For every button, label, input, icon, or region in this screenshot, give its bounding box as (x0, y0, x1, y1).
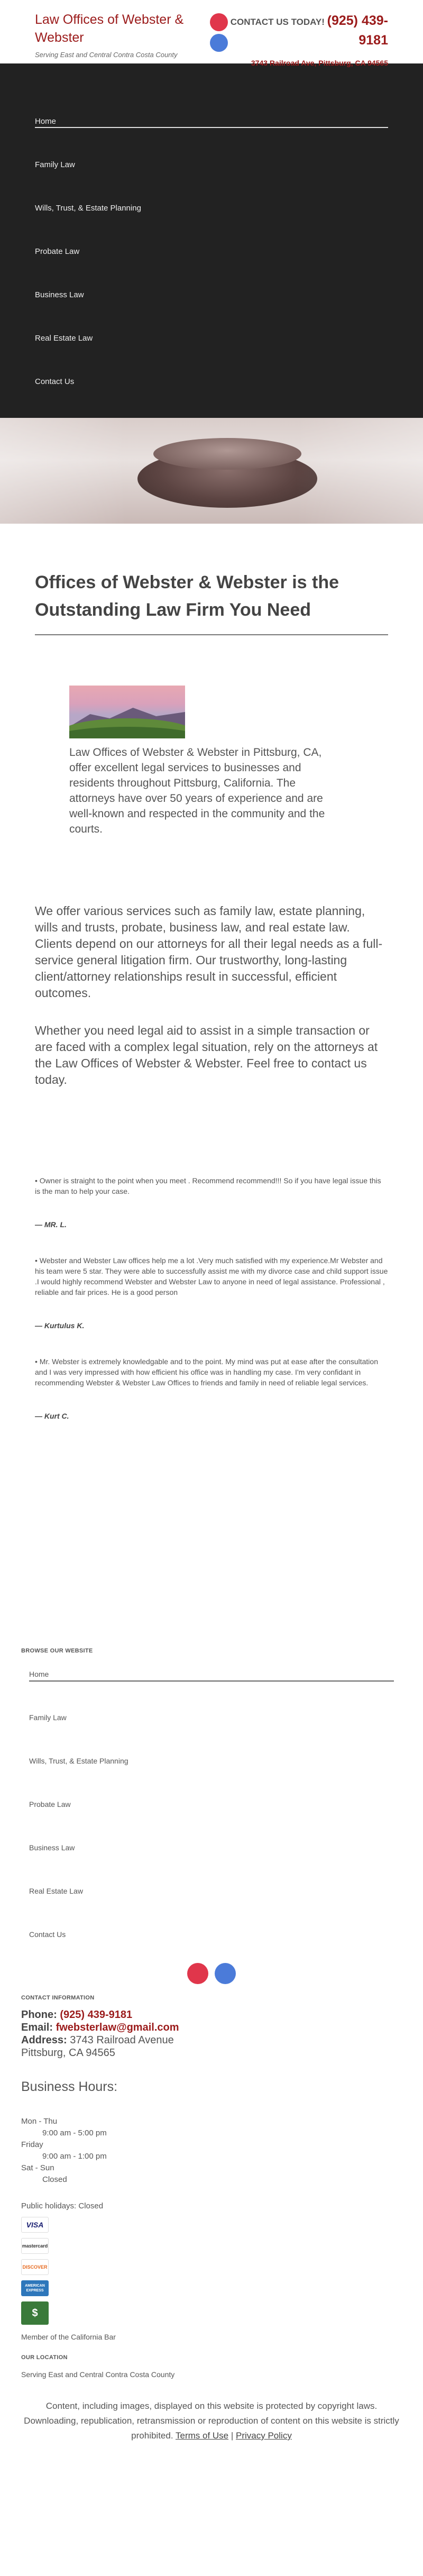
contact-info-heading: CONTACT INFORMATION (21, 1995, 95, 2001)
contact-paragraph: Whether you need legal aid to assist in a simple transaction or are faced with a complex legal situation, rely on the attorneys at the Law Offices of Webster & Webster. Feel free to contact us today. (35, 1024, 378, 1086)
footer-nav (21, 1670, 402, 1974)
contact-info (21, 2008, 402, 2059)
testimonials (35, 1175, 388, 1420)
email-line (21, 2021, 402, 2034)
services-paragraph: We offer various services such as family law, estate planning, wills and trusts, probate, business law, and real estate law. Clients depend on our attorneys for all their legal needs as a full-service general litigation firm. Our trustworthy, long-lasting client/attorney relationships result in successful, efficient outcomes. (35, 904, 383, 1000)
amex-icon: AMERICAN EXPRESS (21, 2280, 49, 2296)
header-contact-line (208, 12, 388, 51)
hero-image (0, 418, 423, 524)
hours-day: Sat - Sun (21, 2163, 54, 2172)
nav-item-family-law[interactable]: Family Law (35, 160, 75, 169)
cash-icon: $ (21, 2301, 49, 2325)
testimonial-text: • Mr. Webster is extremely knowledgable and to the point. My mind was put at ease after the consultation and I was very impressed with how efficient his office was in handling my case. I'm very confidant in recommending Webster & Webster Law Offices to friends and family in need of reliable legal services. (35, 1356, 388, 1388)
testimonial-text: • Webster and Webster Law offices help me a lot .Very much satisfied with my experience.Mr Webster and his team were 5 star. They were able to successfully assist me with my divorce case and child support issue .I would highly recommend Webster and Webster Law to anyone in need of legal assistance. Professional , reliable and fair prices. He is a good person (35, 1255, 388, 1298)
hours-time: Closed (42, 2175, 67, 2184)
hero-overlay (0, 418, 423, 524)
address-label: Address: (21, 2034, 67, 2046)
landscape-image (69, 686, 185, 738)
brand (35, 11, 194, 59)
nav-item-real-estate-law[interactable]: Real Estate Law (35, 334, 93, 343)
location-heading: OUR LOCATION (21, 2354, 68, 2361)
hours-time: 9:00 am - 5:00 pm (42, 2129, 107, 2137)
main-content (0, 569, 423, 1420)
holidays-note: Public holidays: Closed (21, 2202, 104, 2210)
hill-shape-front (69, 727, 185, 738)
footer-nav-business-law[interactable]: Business Law (29, 1843, 75, 1852)
footer-email-link[interactable]: fwebsterlaw@gmail.com (56, 2022, 179, 2033)
hours-day: Mon - Thu (21, 2117, 58, 2126)
business-hours-heading: Business Hours: (21, 2079, 118, 2094)
address-line (21, 2034, 402, 2047)
header-phone-link[interactable]: (925) 439-9181 (327, 13, 388, 48)
nav-item-business-law[interactable]: Business Law (35, 290, 84, 299)
phone-line (21, 2008, 402, 2021)
testimonial-text: • Owner is straight to the point when you meet . Recommend recommend!!! So if you have legal issue this is the man to help your case. (35, 1175, 388, 1196)
footer-logo-mark (21, 1963, 402, 1995)
site-footer (0, 1648, 423, 2443)
nav-item-contact-us[interactable]: Contact Us (35, 377, 75, 386)
privacy-link[interactable]: Privacy Policy (236, 2431, 292, 2441)
footer-phone-link[interactable]: (925) 439-9181 (60, 2009, 133, 2021)
link-separator: | (231, 2431, 234, 2441)
phone-label: Phone: (21, 2009, 57, 2021)
copyright-notice (21, 2399, 402, 2443)
nav-item-probate-law[interactable]: Probate Law (35, 247, 80, 256)
hours-list (21, 2116, 402, 2186)
visa-icon: VISA (21, 2217, 49, 2233)
address-street: 3743 Railroad Avenue (70, 2034, 174, 2046)
member-note: Member of the California Bar (21, 2333, 116, 2341)
brand-name-link[interactable]: Law Offices of Webster & Webster (35, 12, 184, 45)
intro-paragraph: Law Offices of Webster & Webster in Pittsburg, CA, offer excellent legal services to businesses and residents throughout Pittsburg, California. The attorneys have over 50 years of experience and are well-known and respected in the community and the courts. (69, 746, 325, 835)
email-label: Email: (21, 2022, 53, 2033)
red-dot-icon (187, 1963, 208, 1984)
headline-divider (35, 634, 388, 635)
address-city: Pittsburg, CA 94565 (21, 2047, 115, 2059)
blue-dot-icon (215, 1963, 236, 1984)
testimonial-author: — Kurt C. (35, 1412, 69, 1420)
copyright-text: Content, including images, displayed on this website is protected by copyright laws. Downloading, republication, retransmission or reproduction of content on this website is strictly prohibited. (24, 2401, 399, 2441)
site-header (0, 0, 423, 67)
nav-item-home[interactable]: Home (35, 116, 388, 128)
page-headline: Offices of Webster & Webster is the Outstanding Law Firm You Need (35, 572, 339, 620)
footer-nav-real-estate-law[interactable]: Real Estate Law (29, 1887, 83, 1895)
header-address: 3743 Railroad Ave, Pittsburg, CA 94565 (251, 59, 388, 67)
footer-nav-wills-trust-estate[interactable]: Wills, Trust, & Estate Planning (29, 1757, 128, 1765)
mastercard-icon: mastercard (21, 2238, 49, 2254)
main-nav (0, 63, 423, 418)
hours-day: Friday (21, 2140, 43, 2149)
header-contact (208, 12, 388, 73)
footer-nav-probate-law[interactable]: Probate Law (29, 1800, 71, 1808)
location-text: Serving East and Central Contra Costa County (21, 2370, 175, 2379)
terms-link[interactable]: Terms of Use (175, 2431, 229, 2441)
tagline: Serving East and Central Contra Costa County (35, 51, 178, 59)
contact-label: CONTACT US TODAY! (230, 17, 325, 27)
nav-item-wills-trust-estate[interactable]: Wills, Trust, & Estate Planning (35, 204, 141, 213)
browse-heading: BROWSE OUR WEBSITE (21, 1648, 93, 1654)
testimonial-author: — MR. L. (35, 1220, 67, 1229)
footer-nav-family-law[interactable]: Family Law (29, 1713, 67, 1722)
discover-icon: DISCOVER (21, 2259, 49, 2275)
footer-nav-home[interactable]: Home (29, 1670, 394, 1682)
payment-methods (21, 2217, 402, 2325)
hours-time: 9:00 am - 1:00 pm (42, 2152, 107, 2161)
testimonial-author: — Kurtulus K. (35, 1321, 85, 1330)
footer-nav-contact-us[interactable]: Contact Us (29, 1930, 66, 1939)
